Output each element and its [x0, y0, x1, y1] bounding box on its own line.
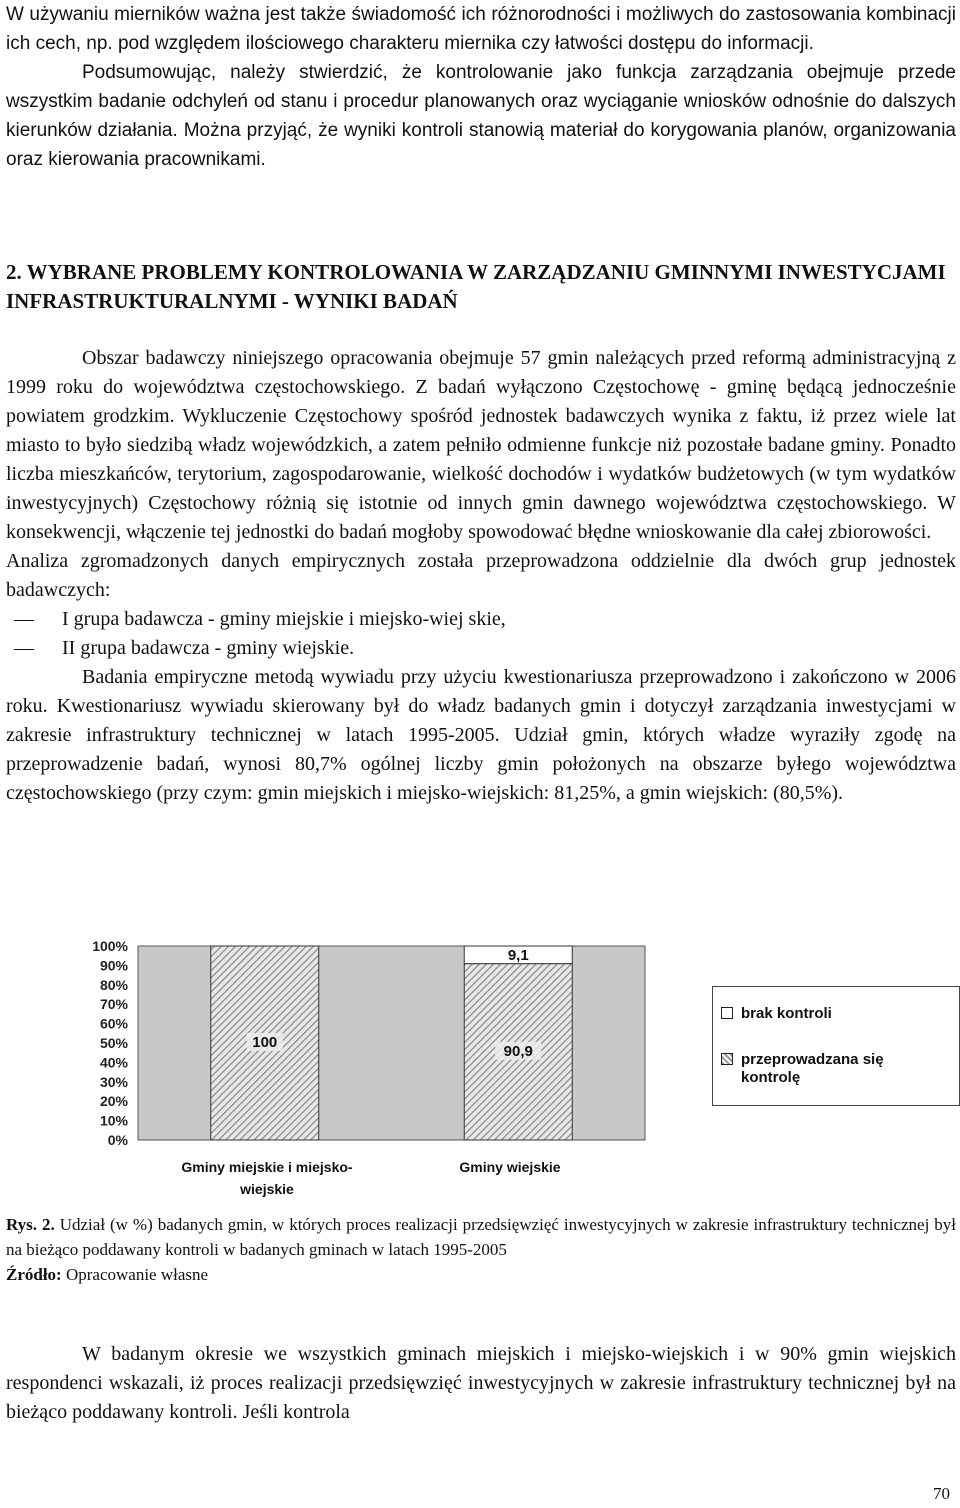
- category-label-line: wiejskie: [240, 1181, 294, 1197]
- legend-label-line: kontrolę: [741, 1069, 801, 1086]
- y-tick-label: 90%: [99, 957, 128, 974]
- y-tick-label: 30%: [99, 1073, 128, 1090]
- data-label: 90,9: [503, 1042, 533, 1060]
- y-tick-label: 50%: [99, 1035, 128, 1051]
- bar-chart: [60, 930, 960, 1200]
- category-label-line: Gminy miejskie i miejsko-: [181, 1159, 353, 1175]
- dash-marker: —: [14, 608, 34, 630]
- y-tick-label: 70%: [99, 996, 128, 1013]
- page-number: 70: [933, 1484, 950, 1503]
- legend-label-line: przeprowadzana się: [741, 1051, 884, 1068]
- chart-legend: [712, 986, 960, 1106]
- y-tick-label: 10%: [99, 1112, 128, 1129]
- legend-swatch-hatch: [721, 1053, 733, 1065]
- intro-text: [6, 0, 956, 174]
- research-groups-list: [6, 605, 956, 663]
- paragraph-analysis: Analiza zgromadzonych danych empirycznych została przeprowadzona oddzielnie dla dwóch grup jednostek badawczych:: [6, 550, 956, 601]
- category-label: [152, 1156, 382, 1200]
- paragraph-empirical: Badania empiryczne metodą wywiadu przy użyciu kwestionariusza przeprowadzono i zakończono w 2006 roku. Kwestionariusz wywiadu skierowany był do władz badanych gmin i dotyczył zarządzania inwestycjami w zakresie infrastruktury technicznej w latach 1995-2005. Udział gmin, których władze wyraziły zgodę na przeprowadzenie badań, wynosi 80,7% ogólnej liczby gmin położonych na obszarze byłego województwa częstochowskiego (przy czym: gmin miejskich i miejsko-wiejskich: 81,25%, a gmin wiejskich: (80,5%).: [6, 666, 956, 804]
- section-body: [6, 344, 956, 808]
- paragraph-research-area: Obszar badawczy niniejszego opracowania obejmuje 57 gmin należących przed reformą administracyjną z 1999 roku do województwa częstochowskiego. Z badań wyłączono Częstochowę - gminę będącą jednocześnie powiatem grodzkim. Wykluczenie Częstochowy spośród jednostek badawczych wynika z faktu, iż przez wiele lat miasto to było siedzibą władz wojewódzkich, a zatem pełniło odmienne funkcje niż pozostałe badane gminy. Ponadto liczba mieszkańców, terytorium, zagospodarowanie, wielkość dochodów i wydatków budżetowych (w tym wydatków inwestycyjnych) Częstochowy różnią się istotnie od innych gmin dawnego województwa częstochowskiego. W konsekwencji, włączenie tej jednostki do badań mogłoby spowodować błędne wnioskowanie dla całej zbiorowości.: [6, 347, 956, 543]
- y-tick-label: 80%: [99, 976, 128, 993]
- paragraph-summary: Podsumowując, należy stwierdzić, że kontrolowanie jako funkcja zarządzania obejmuje przede wszystkim badanie odchyleń od stanu i procedur planowanych oraz wyciąganie wniosków odnośnie do dalszych kierunków działania. Można przyjąć, że wyniki kontroli stanowią materiał do korygowania planów, organizowania oraz kierowania pracownikami.: [6, 62, 956, 170]
- data-label: 9,1: [507, 946, 529, 964]
- paragraph-measures: W używaniu mierników ważna jest także świadomość ich różnorodności i możliwych do zastosowania kombinacji ich cech, np. pod względem ilościowego charakteru miernika czy łatwości dostępu do informacji.: [6, 4, 956, 54]
- y-tick-label: 60%: [99, 1015, 128, 1032]
- category-label: [430, 1156, 590, 1178]
- y-tick-label: 100%: [92, 938, 128, 954]
- source-label: Źródło:: [6, 1265, 62, 1284]
- data-label: 100: [252, 1034, 278, 1051]
- y-tick-label: 20%: [99, 1093, 128, 1110]
- caption-text: Rys. 2. Udział (w %) badanych gmin, w których proces realizacji przedsięwzięć inwestycyjnych w zakresie infrastruktury technicznej był na bieżąco poddawany kontroli w badanych gminach w latach 1995-2005: [6, 1215, 956, 1259]
- dash-marker: —: [14, 637, 34, 659]
- legend-label: [741, 1051, 951, 1087]
- caption-source: Źródło: Opracowanie własne: [6, 1265, 209, 1284]
- paragraph-results: W badanym okresie we wszystkich gminach miejskich i miejsko-wiejskich i w 90% gmin wiejskich respondenci wskazali, iż proces realizacji przedsięwzięć inwestycyjnych w zakresie infrastruktury technicznej był na bieżąco poddawany kontroli. Jeśli kontrola: [6, 1343, 956, 1423]
- y-tick-label: 40%: [99, 1054, 128, 1071]
- category-label-line: Gminy wiejskie: [459, 1159, 561, 1175]
- y-tick-label: 0%: [107, 1132, 128, 1148]
- section-heading: 2. WYBRANE PROBLEMY KONTROLOWANIA W ZARZĄDZANIU GMINNYMI INWESTYCJAMI INFRASTRUKTURALNYMI - WYNIKI BADAŃ: [6, 260, 946, 313]
- figure-caption: [6, 1212, 956, 1287]
- list-item: — II grupa badawcza - gminy wiejskie.: [6, 634, 956, 663]
- list-item: — I grupa badawcza - gminy miejskie i miejsko-wiej skie,: [6, 605, 956, 634]
- legend-swatch-white: [721, 1007, 733, 1019]
- legend-label: brak kontroli: [741, 1005, 832, 1022]
- closing-text: [6, 1340, 956, 1427]
- caption-label: Rys. 2.: [6, 1215, 55, 1234]
